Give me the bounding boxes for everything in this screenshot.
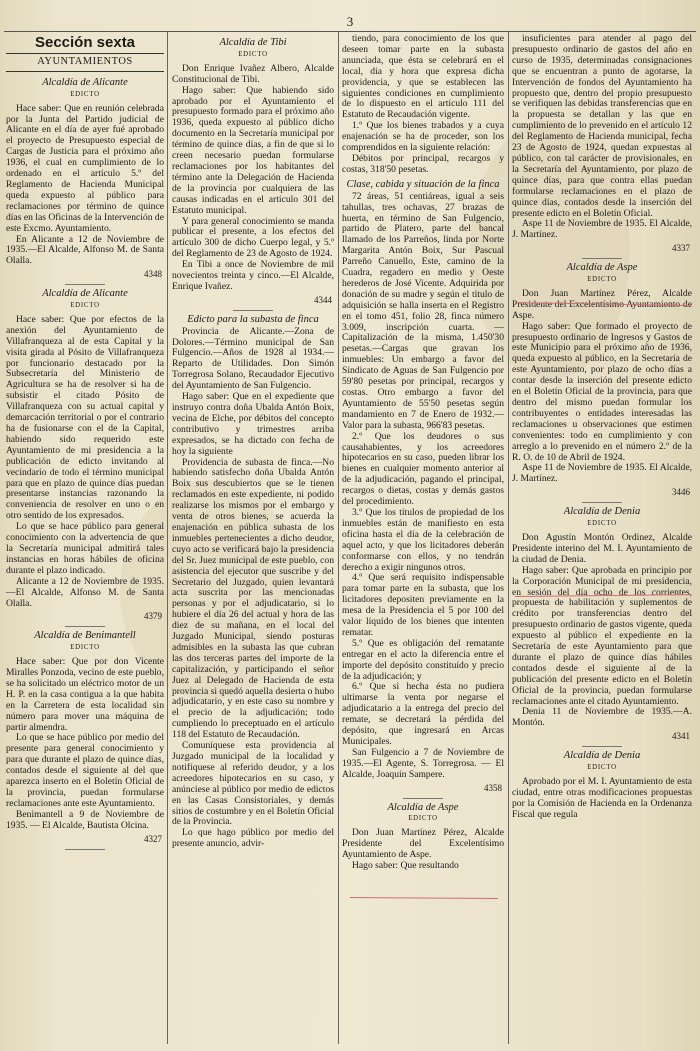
- column-divider: [167, 32, 168, 1044]
- notice-separator: [65, 284, 105, 285]
- notice-header: Alcaldía de Aspe: [566, 262, 638, 274]
- notice-paragraph: Benimantell a 9 de Noviembre de 1935. — El Alcalde, Bautista Olcina.: [6, 808, 164, 831]
- notice-paragraph: 72 áreas, 51 centiáreas, igual a seis tahullas, tres ochavas, 27 brazas de huerta, en término de San Fulgencio, partido de Platero, parte del bancal llamado de los Parreños, linda por Norte Margarita Antón Boix, Sur Pascual Parreño Canuello, Este, camino de la Cuadra, regadero en medio y Oeste herederos de José Vicente. Adquirida por donación de su madre y según el título de adquisición se halla inserta en el Registro en el tomo 451, folio 28, finca número 3.009, inscripción cuarta. — Capitalización de la misma, 1.450'30 pesetas.—Cargas que gravan los inmuebles: Un embargo a favor del Sindicato de Aguas de San Fulgencio por 59'80 pesetas por principal, recargos y costas. Otro embargo a favor del Ayuntamiento de 55'50 pesetas según mandamiento en 7 de Enero de 1932.—Valor para la subasta, 966'83 pesetas.: [342, 190, 504, 431]
- notice-header: Alcaldía de Denia: [563, 506, 641, 518]
- notice-header: Alcaldía de Aspe: [387, 801, 459, 813]
- section-title: Sección sexta: [34, 34, 136, 51]
- notice-number: 4379: [144, 611, 162, 622]
- notice-header: Edicto para la subasta de finca: [187, 313, 319, 325]
- page-number: 3: [346, 14, 354, 29]
- notice-paragraph: Hago saber: Que formado el proyecto de presupuesto ordinario de Ingresos y Gastos de este Municipio para el próximo año de 1936, queda expuesto al público, en la Secretaría de este Ayuntamiento, por plazo de ocho días a contar desde la inserción del presente edicto en el Boletín Oficial de la provincia, para que dentro del mismo puedan formular los contribuyentes o entidades interesadas las reclamaciones u observaciones que estimen convenientes: todo en cumplimiento y con arreglo a lo prevenido en el número 2.º de la R. O. de 10 de Abril de 1924.: [512, 320, 692, 463]
- notice-paragraph: Don Juan Martínez Pérez, Alcalde Presidente del Excelentísimo Ayuntamiento de Aspe.: [512, 287, 692, 321]
- edicto-label: EDICTO: [587, 276, 617, 284]
- top-rule: [4, 31, 696, 32]
- notice-paragraph: Hace saber: Que por efectos de la anexión del Ayuntamiento de Villafranqueza al de esta Capital y la visita girada al Pósito de Villafranqueza por funcionario destacado por la Subsecretaría del Ministerio de Agricultura se ha de resolver si ha de subsistir el citado Pósito de Villafranqueza con su actual capital y demarcación territorial o por el contrario ha de fusionarse con el de la Capital, habiendo sido requerido este Ayuntamiento de mi presidencia a la publicación de edicto invitando al vecindario de todo el término municipal para que en plazo de quince días puedan presentarse instancias razonando la conveniencia de resolver en uno o en otro sentido de los expresados.: [6, 313, 164, 522]
- notice-paragraph: Hago saber: Que resultando: [352, 860, 459, 872]
- category-heading: AYUNTAMIENTOS: [6, 53, 164, 72]
- notice-paragraph: En Alicante a 12 de Noviembre de 1935.—El Alcalde, Alfonso M. de Santa Olalla.: [6, 233, 164, 267]
- notice-paragraph: Provincia de Alicante.—Zona de Dolores.—Término municipal de San Fulgencio.—Años de 1928 al 1934.—Reparto de Utilidades. Don Simón Torregrosa Solano, Recaudador Ejecutivo del Ayuntamiento de San Fulgencio.: [172, 325, 334, 392]
- notice-separator: [403, 798, 443, 799]
- notice-paragraph: Hace saber: Que en reunión celebrada por la Junta del Partido judicial de Alicante en el día de ayer fué aprobado el proyecto de Presupuesto especial de Cargas de Justicia para el próximo año 1936, el cual en cumplimiento de lo ordenado en el artículo 5.º del Reglamento de Hacienda Municipal queda expuesto al público para reclamaciones por término de quince días en las Oficinas de la Intervención de este Excmo. Ayuntamiento.: [6, 102, 164, 234]
- notice-paragraph: tiendo, para conocimiento de los que deseen tomar parte en la subasta anunciada, que ésta se celebrará en el local, día y hora que expresa dicha providencia, y que se establecen las siguientes condiciones en cumplimiento de lo dispuesto en el artículo 111 del Estatuto de Recaudación vigente.: [342, 34, 504, 121]
- notice-paragraph: 5.º Que es obligación del rematante entregar en el acto la diferencia entre el importe del depósito constituído y precio de la adjudicación; y: [342, 637, 504, 682]
- notice-paragraph: Lo que se hace público por medio del presente para general conocimiento y para que durante el plazo de quince días, contados desde el siguiente al del que aparezca inserto en el Boletín Oficial de la provincia, puedan formularse reclamaciones ante este Ayuntamiento.: [6, 732, 164, 809]
- notice-number: 4337: [672, 243, 690, 254]
- notice-paragraph: Denia 11 de Noviembre de 1935.—A. Montón.: [512, 706, 692, 729]
- edicto-label: EDICTO: [408, 815, 438, 823]
- notice-separator: [582, 746, 622, 747]
- notice-number: 4341: [672, 731, 690, 742]
- edicto-label: EDICTO: [587, 764, 617, 772]
- notice-paragraph: insuficientes para atender al pago del presupuesto ordinario de gastos del año en curso de 1935, determinadas consignaciones que se encuentran a punto de agotarse, la Intervención de fondos del Ayuntamiento ha propuesto que, dentro del propio presupuesto se verifiquen las debidas transferencias que en la propuesta se detallan y las que en cumplimiento de lo prevenido en el artículo 12 del Reglamento de Hacienda municipal, fecha 23 de Agosto de 1924, quedan expuestas al público, con tal carácter de provisionales, en la Secretaría del Ayuntamiento, por plazo de quince días, para que contra ellas puedan formularse reclamaciones en el plazo de quince días, contados desde la inserción del presente edicto en el Boletín Oficial.: [512, 34, 692, 219]
- notice-paragraph: 3.º Que los títulos de propiedad de los inmuebles están de manifiesto en esta oficina hasta el día de la celebración de aquel acto, y que los licitadores deberán conformarse con ellos, y no tendrán derecho a exigir ningunos otros.: [342, 506, 504, 573]
- notice-paragraph: 4.º Que será requisito indispensable para tomar parte en la subasta, que los licitadores depositen previamente en la mesa de la Presidencia el 5 por 100 del valor líquido de los bienes que intenten rematar.: [342, 572, 504, 638]
- edicto-label: EDICTO: [238, 50, 268, 58]
- notice-paragraph: Aspe 11 de Noviembre de 1935. El Alcalde, J. Martínez.: [512, 218, 692, 241]
- notice-header: Alcaldía de Benimantell: [34, 630, 136, 642]
- notice-paragraph: San Fulgencio a 7 de Noviembre de 1935.—El Agente, S. Torregrosa. — El Alcalde, Joaquín Sampere.: [342, 746, 504, 780]
- notice-paragraph: 2.º Que los deudores o sus causahabientes, y los acreedores hipotecarios en su caso, pueden librar los bienes en cualquier momento anterior al de la adjudicación, pagando el principal, recargos o dietas, costas y demás gastos del procedimiento.: [342, 430, 504, 508]
- notice-separator: [582, 502, 622, 503]
- column-1: [6, 34, 164, 1044]
- column-3: [342, 34, 504, 1044]
- notice-paragraph: Lo que hago público por medio del presente anuncio, advir-: [172, 827, 334, 850]
- notice-number: 3446: [672, 487, 690, 498]
- notice-separator: [233, 310, 273, 311]
- notice-paragraph: En Tibi a once de Noviembre de mil novecientos treinta y cinco.—El Alcalde, Enrique Ivañez.: [172, 259, 334, 292]
- notice-header: Alcaldía de Alicante: [42, 288, 128, 300]
- column-2: [172, 34, 334, 1044]
- notice-paragraph: Don Agustín Montón Ordinez, Alcalde Presidente interino del M. I. Ayuntamiento de la ciudad de Denia.: [512, 531, 692, 565]
- edicto-label: EDICTO: [70, 302, 100, 310]
- notice-header: Alcaldía de Denia: [563, 750, 641, 762]
- notice-separator: [65, 626, 105, 627]
- edicto-label: EDICTO: [587, 520, 617, 528]
- notice-paragraph: Hago saber: Que en el expediente que instruyo contra doña Ubalda Antón Boix, vecina de Elche, por débitos del concepto contributivo y trimestres arriba expresados, se ha dictado con fecha de hoy la siguiente: [172, 391, 334, 457]
- notice-header: Alcaldía de Tibi: [219, 37, 287, 48]
- notice-paragraph: Hago saber: Que habiendo sido aprobado por el Ayuntamiento el presupuesto formado para el próximo año 1936, queda expuesto al público dicho documento en la Secretaría municipal por término de quince días, a fin de que si lo creen necesario puedan formularse reclamaciones por los habitantes del término ante la Delegación de Hacienda de la provincia por cualquiera de las causas indicadas en el artículo 301 del Estatuto municipal.: [172, 84, 334, 216]
- notice-paragraph: Alicante a 12 de Noviembre de 1935.—El Alcalde, Alfonso M. de Santa Olalla.: [6, 575, 164, 609]
- notice-paragraph: Providencia de subasta de finca.—No habiendo satisfecho doña Ubalda Antón Boix sus descubiertos que se le tienen reclamados en este expediente, ni podido realizarse los mismos por el embargo y venta de otros bienes, se acuerda la enajenación en pública subasta de los inmuebles pertenecientes a dicho deudor, cuyo acto se verificará bajo la presidencia del Sr. Juez municipal de este pueblo, con asistencia del ejecutor que suscribe y del Secretario del Juzgado, quien levantará acta suscrita por las mencionadas personas y por el adjudicatario, si lo hubiere el día 26 del actual y hora de las diez de su mañana, en el local del Juzgado Municipal, siendo posturas admisibles en la subasta las que cubran las dos terceras partes del importe de la capitalización, y participando el señor Juez al Delegado de Hacienda de esta provincia si quedó aquella desierta o hubo adjudicatario, y en este caso su nombre y el precio de la adjudicación; todo cumpliendo lo preceptuado en el artículo 118 del Estatuto de Recaudación.: [172, 456, 334, 741]
- notice-separator: [582, 258, 622, 259]
- notice-paragraph: Don Enrique Ivañez Albero, Alcalde Constitucional de Tibi.: [172, 62, 334, 85]
- column-4: [512, 34, 692, 1044]
- notice-paragraph: Y para general conocimiento se manda publicar el presente, a los efectos del artículo 300 de dicho Cuerpo legal, y 5.º del Reglamento de 23 de Agosto de 1924.: [172, 215, 334, 260]
- notice-paragraph: 6.º Que si hecha ésta no pudiera ultimarse la venta por negarse el adjudicatario a la entrega del precio del remate, se decretará la pérdida del depósito, que ingresará en Arcas Municipales.: [342, 681, 504, 747]
- notice-number: 4344: [314, 294, 332, 305]
- notice-paragraph: Lo que se hace público para general conocimiento con la advertencia de que la Secretaría municipal admitirá tales instancias en horas hábiles de oficina durante el plazo indicado.: [6, 521, 164, 576]
- notice-paragraph: Don Juan Martínez Pérez, Alcalde Presidente del Excelentísimo Ayuntamiento de Aspe.: [342, 827, 504, 861]
- notice-paragraph: Hace saber: Que por don Vicente Miralles Ponzoda, vecino de este pueblo, se ha solicitado un eléctrico motor de un H. P. en la casa contigua a la que habita en la Carretera de esta localidad sin número para mover una máquina de partir almendra.: [6, 656, 164, 733]
- column-divider: [508, 32, 509, 1044]
- edicto-label: EDICTO: [70, 90, 100, 98]
- notice-paragraph: Hago saber: Que aprobada en principio por la Corporación Municipal de mi presidencia, en sesión del día ocho de los corrientes, propuesta de habilitación y suplementos de crédito por transferencias dentro del presupuesto ordinario de gastos vigente, queda expuesto al público el expediente en la Secretaría de este Ayuntamiento para que durante el plazo de quince días hábiles contados desde el siguiente al de la publicación del presente edicto en el Boletín Oficial de la provincia, puedan formularse reclamaciones ante el citado Ayuntamiento.: [512, 564, 692, 707]
- column-divider: [338, 32, 339, 1044]
- notice-number: 4358: [484, 782, 502, 793]
- notice-paragraph: Débitos por principal, recargos y costas, 318'50 pesetas.: [342, 152, 504, 175]
- notice-paragraph: Aspe 11 de Noviembre de 1935. El Alcalde, J. Martínez.: [512, 462, 692, 485]
- notice-number: 4348: [144, 269, 162, 280]
- edicto-label: EDICTO: [70, 644, 100, 652]
- notice-paragraph: Aprobado por el M. I. Ayuntamiento de esta ciudad, entre otras modificaciones propuestas por la Comisión de Hacienda en la Ordenanza Fiscal que regula: [512, 776, 692, 820]
- notice-header: Alcaldía de Alicante: [42, 76, 128, 88]
- notice-paragraph: 1.º Que los bienes trabados y a cuya enajenación se ha de proceder, son los comprendidos en la siguiente relación:: [342, 120, 504, 154]
- notice-number: 4327: [144, 833, 162, 844]
- notice-paragraph: Comuníquese esta providencia al Juzgado municipal de la localidad y notifíquese al referido deudor, y a los acreedores hipotecarios en su caso, y anúnciese al público por medio de edictos en las Casas Consistoriales, y demás sitios de costumbre y en el Boletín Oficial de la Provincia.: [172, 740, 334, 828]
- notice-separator: [65, 849, 105, 850]
- notice-header: Clase, cabida y situación de la finca: [346, 178, 500, 190]
